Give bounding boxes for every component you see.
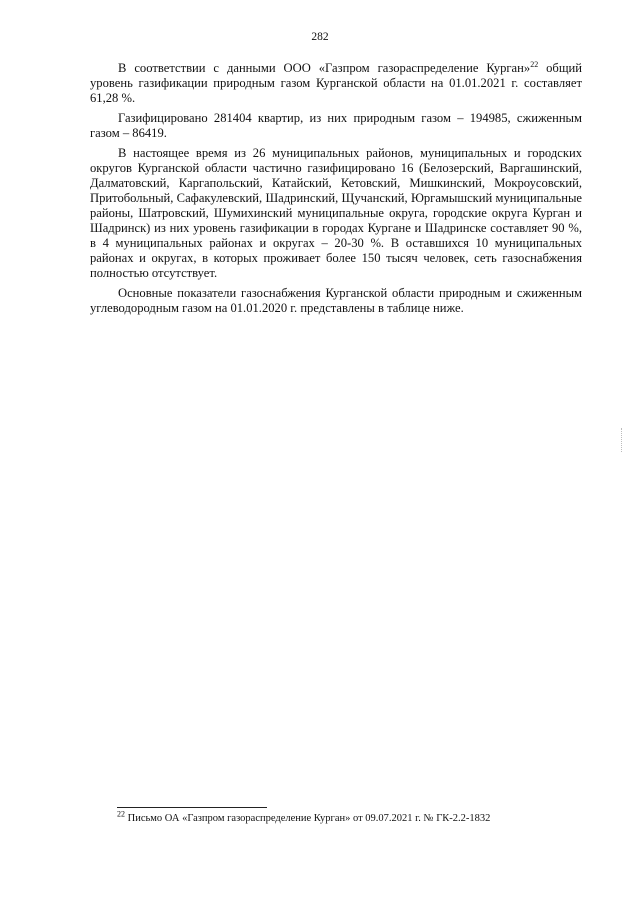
footnote-reference: 22 bbox=[530, 59, 539, 69]
footnote-separator bbox=[117, 807, 267, 808]
paragraph-apartments: Газифицировано 281404 квартир, из них природным газом – 194985, сжиженным газом – 86419. bbox=[90, 111, 582, 140]
paragraph-gasification-level bbox=[90, 61, 582, 106]
paragraph-1-text-start: В соответствии с данными ООО «Газпром газораспределение Курган» bbox=[118, 61, 531, 75]
paragraph-indicators: Основные показатели газоснабжения Курганской области природным и сжиженным углеводородным газом на 01.01.2020 г. представлены в таблице ниже. bbox=[90, 286, 582, 315]
footnote-text: Письмо ОА «Газпром газораспределение Курган» от 09.07.2021 г. № ГК-2.2-1832 bbox=[125, 813, 491, 824]
footnote bbox=[117, 809, 587, 825]
paragraph-1-text-end: общий уровень газификации природным газом Курганской области на 01.01.2021 г. составляет 61,28 %. bbox=[90, 61, 583, 105]
page-number: 282 bbox=[311, 31, 329, 43]
paragraph-districts: В настоящее время из 26 муниципальных районов, муниципальных и городских округов Курганской области частично газифицировано 16 (Белозерский, Варгашинский, Далматовский, Каргапольский, Катайский, Кетовский, Мишкинский, Мокроусовский, Притобольный, Сафакулевский, Шадринский, Щучанский, Юргамышский муниципальные районы, Шатровский, Шумихинский муниципальные округа, городские округа Курган и Шадринск) из них уровень газификации в городах Кургане и Шадринске составляет 90 %, в 4 муниципальных районах и округах – 20-30 %. В оставшихся 10 муниципальных районах и округах, в которых проживает более 150 тысяч человек, сеть газоснабжения полностью отсутствует. bbox=[90, 146, 582, 280]
body-text bbox=[90, 61, 582, 321]
margin-mark bbox=[621, 428, 623, 452]
footnote-marker: 22 bbox=[117, 809, 125, 819]
